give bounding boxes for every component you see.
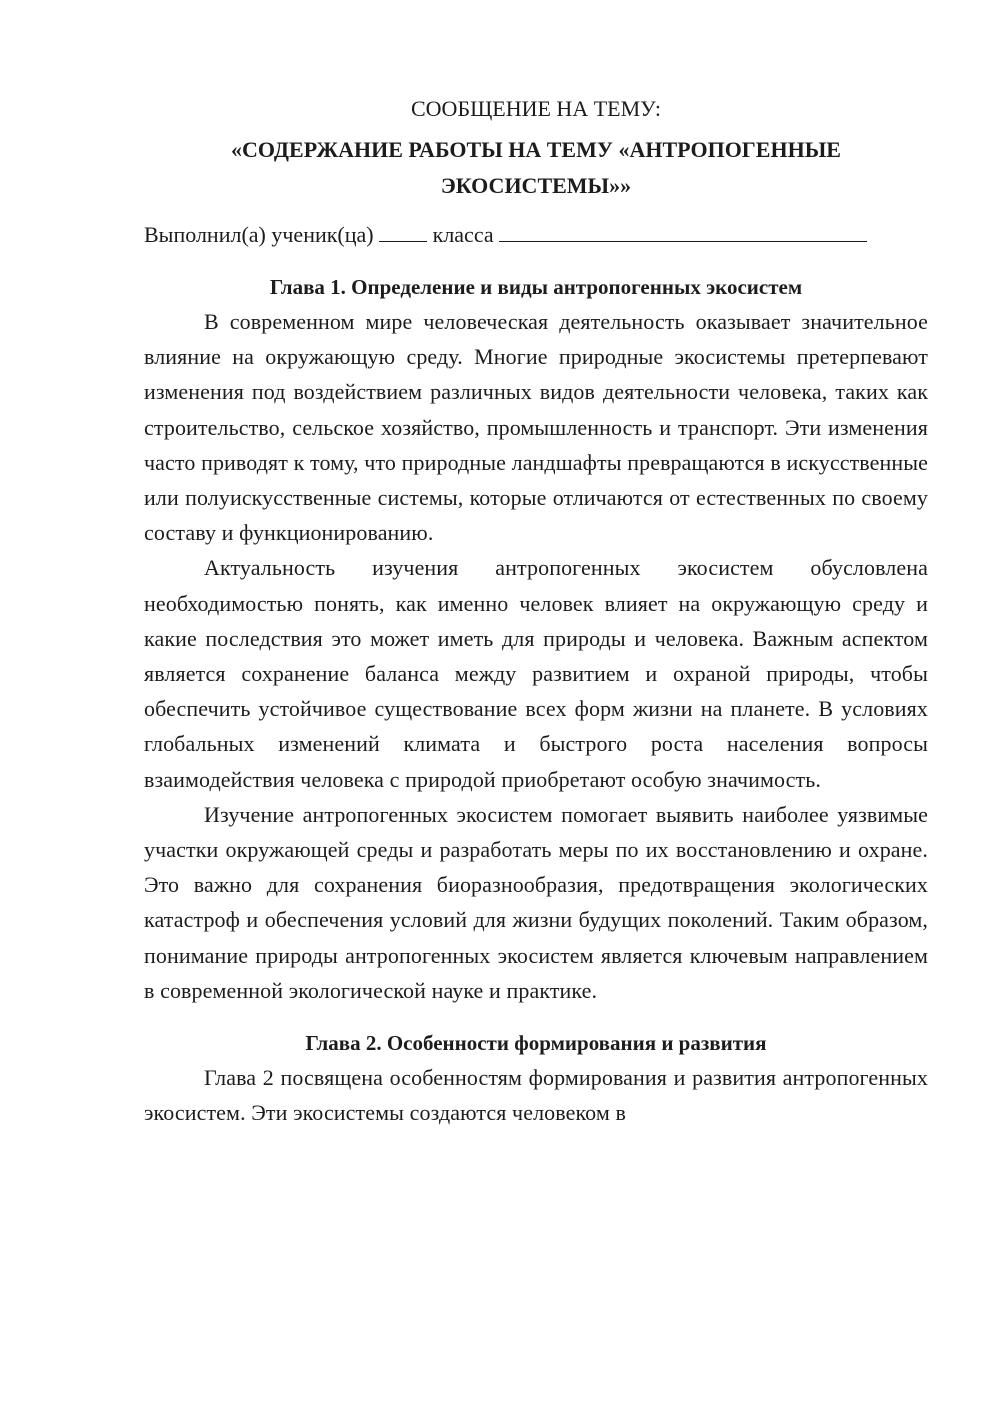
- chapter-1-heading: Глава 1. Определение и виды антропогенных экосистем: [269, 275, 803, 299]
- author-class-label: класса: [432, 222, 494, 247]
- chapter-2-paragraph-1: Глава 2 посвящена особенностям формирования и развития антропогенных экосистем. Эти экосистемы создаются человеком в: [144, 1065, 928, 1126]
- chapter-1-paragraph-2: Актуальность изучения антропогенных экосистем обусловлена необходимостью понять, как именно человек влияет на окружающую среду и какие последствия это может иметь для природы и человека. Важным аспектом является сохранение баланса между развитием и охраной природы, чтобы обеспечить устойчивое существование всех форм жизни на планете. В условиях глобальных изменений климата и быстрого роста населения вопросы взаимодействия человека с природой приобретают особую значимость.: [144, 555, 928, 792]
- document-header: СООБЩЕНИЕ НА ТЕМУ:: [411, 96, 661, 121]
- chapter-1-paragraph-3: Изучение антропогенных экосистем помогает выявить наиболее уязвимые участки окружающей среды и разработать меры по их восстановлению и охране. Это важно для сохранения биоразнообразия, предотвращения экологических катастроф и обеспечения условий для жизни будущих поколений. Таким образом, понимание природы антропогенных экосистем является ключевым направлением в современной экологической науке и практике.: [144, 801, 928, 1003]
- document-page: [144, 92, 928, 1130]
- author-prefix: Выполнил(а) ученик(ца): [144, 222, 374, 247]
- chapter-1-paragraph-1: В современном мире человеческая деятельность оказывает значительное влияние на окружающую среду. Многие природные экосистемы претерпевают изменения под воздействием различных видов деятельности человека, таких как строительство, сельское хозяйство, промышленность и транспорт. Эти изменения часто приводят к тому, что природные ландшафты превращаются в искусственные или полуискусственные системы, которые отличаются от естественных по своему составу и функционированию.: [144, 309, 928, 546]
- name-blank-field: [499, 219, 867, 242]
- author-line: [144, 218, 928, 252]
- chapter-2-heading: Глава 2. Особенности формирования и развития: [305, 1031, 767, 1056]
- class-blank-field: [379, 219, 427, 242]
- document-title: «СОДЕРЖАНИЕ РАБОТЫ НА ТЕМУ «АНТРОПОГЕННЫЕ ЭКОСИСТЕМЫ»»: [231, 137, 841, 198]
